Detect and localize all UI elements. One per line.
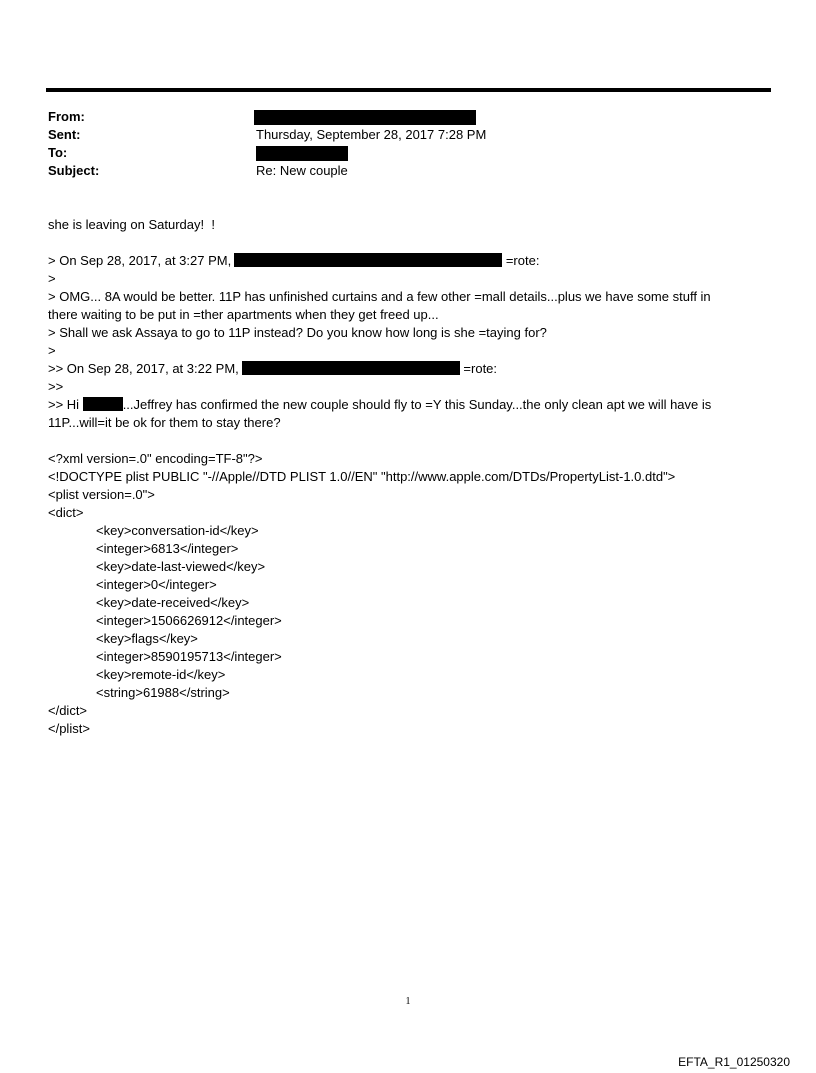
quote-line: there waiting to be put in =ther apartments when they get freed up... — [48, 307, 439, 322]
to-label: To: — [48, 145, 68, 160]
sent-value: Thursday, September 28, 2017 7:28 PM — [256, 127, 487, 142]
to-redaction — [256, 146, 348, 161]
quote-line: > — [48, 343, 56, 358]
quote-line: > — [48, 271, 56, 286]
plist-line: <key>remote-id</key> — [96, 667, 226, 682]
quote-line: >> — [48, 379, 64, 394]
quote-line — [48, 396, 711, 414]
plist-line: </dict> — [48, 703, 88, 718]
header-rule — [46, 88, 771, 92]
quote-line: 11P...will=it be ok for them to stay there? — [48, 415, 281, 430]
plist-line: <integer>8590195713</integer> — [96, 649, 282, 664]
quote-header-1-suffix: =rote: — [502, 253, 540, 268]
bates-number: EFTA_R1_01250320 — [678, 1055, 790, 1069]
plist-line: <dict> — [48, 505, 84, 520]
quote-header-2-text: >> On Sep 28, 2017, at 3:22 PM, — [48, 361, 239, 376]
name-redaction — [83, 397, 123, 411]
plist-line: <key>date-last-viewed</key> — [96, 559, 266, 574]
plist-line: <integer>0</integer> — [96, 577, 217, 592]
quote-line: > Shall we ask Assaya to go to 11P instead? Do you know how long is she =taying for? — [48, 325, 547, 340]
from-redaction — [254, 110, 476, 125]
sent-label: Sent: — [48, 127, 81, 142]
plist-line: <?xml version=.0" encoding=TF-8"?> — [48, 451, 263, 466]
sender-redaction — [234, 253, 502, 267]
plist-line: <!DOCTYPE plist PUBLIC "-//Apple//DTD PLIST 1.0//EN" "http://www.apple.com/DTDs/PropertyList-1.0.dtd"> — [48, 469, 676, 484]
plist-line: </plist> — [48, 721, 90, 736]
plist-line: <plist version=.0"> — [48, 487, 155, 502]
quote-header-2-suffix: =rote: — [459, 361, 498, 376]
subject-value: Re: New couple — [256, 163, 348, 178]
from-label: From: — [48, 109, 85, 124]
plist-line: <integer>1506626912</integer> — [96, 613, 282, 628]
body-line: she is leaving on Saturday! ! — [48, 217, 215, 232]
plist-line: <key>conversation-id</key> — [96, 523, 259, 538]
page-number: 1 — [405, 996, 411, 1007]
plist-line: <key>flags</key> — [96, 631, 198, 646]
quote-greeting-rest: ...Jeffrey has confirmed the new couple should fly to =Y this Sunday...the only clean apt we will have is — [122, 397, 712, 412]
plist-line: <integer>6813</integer> — [96, 541, 239, 556]
plist-line: <key>date-received</key> — [96, 595, 250, 610]
quote-greeting: >> Hi — [48, 397, 83, 412]
sender-redaction — [242, 361, 460, 375]
quote-header-1 — [48, 252, 539, 270]
quote-header-2 — [48, 360, 497, 378]
quote-line: > OMG... 8A would be better. 11P has unfinished curtains and a few other =mall details...plus we have some stuff in — [48, 289, 711, 304]
plist-line: <string>61988</string> — [96, 685, 230, 700]
subject-label: Subject: — [48, 163, 100, 178]
quote-header-1-text: > On Sep 28, 2017, at 3:27 PM, — [48, 253, 232, 268]
